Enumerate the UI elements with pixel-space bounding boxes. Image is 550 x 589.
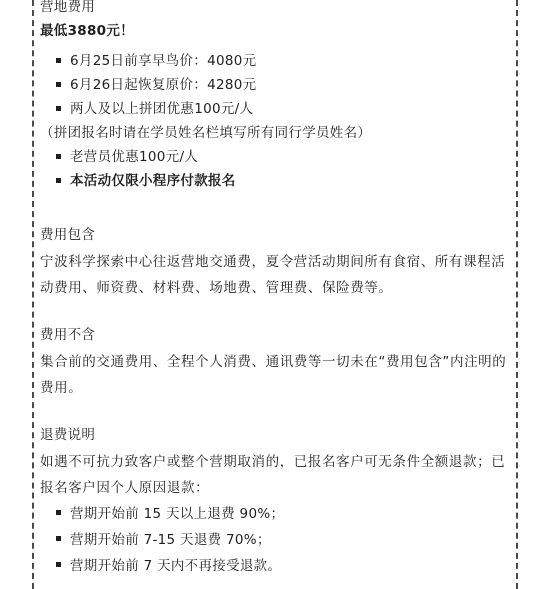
fee-item: 老营员优惠100元/人: [40, 145, 514, 169]
included-title: 费用包含: [40, 227, 96, 243]
refund-item: 营期开始前 7 天内不再接受退款。: [40, 553, 514, 579]
refund-title: 退费说明: [40, 427, 96, 443]
content: [40, 0, 514, 579]
refund-item: 营期开始前 7-15 天退费 70%；: [40, 527, 514, 553]
excluded-title: 费用不含: [40, 327, 96, 343]
fee-item: 本活动仅限小程序付款报名: [40, 169, 514, 193]
fee-item: 6月25日前享早鸟价：4080元: [40, 49, 514, 73]
excluded-text: 集合前的交通费用、全程个人消费、通讯费等一切未在“费用包含”内注明的费用。: [40, 354, 507, 396]
included-text: 宁波科学探索中心往返营地交通费，夏令营活动期间所有食宿、所有课程活动费用、师资费、材料费、场地费、管理费、保险费等。: [40, 254, 506, 296]
fee-item: 两人及以上拼团优惠100元/人: [40, 97, 514, 121]
fee-item: 6月26日起恢复原价：4280元: [40, 73, 514, 97]
min-price: 最低3880元！: [40, 23, 134, 39]
dashed-border-right: [516, 0, 518, 589]
fee-title: 营地费用: [40, 0, 96, 15]
dashed-border-left: [32, 0, 34, 589]
fee-note: （拼团报名时请在学员姓名栏填写所有同行学员姓名）: [40, 125, 372, 141]
refund-text: 如遇不可抗力致客户或整个营期取消的，已报名客户可无条件全额退款；已报名客户因个人原因退款：: [40, 454, 506, 496]
refund-item: 营期开始前 15 天以上退费 90%；: [40, 501, 514, 527]
